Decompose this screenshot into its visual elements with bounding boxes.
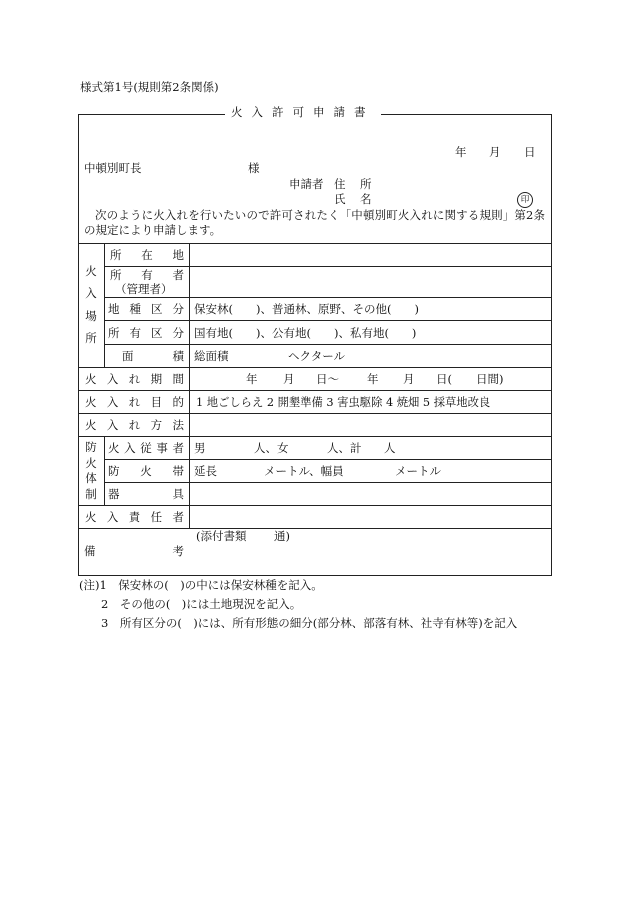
label-firebreak: 防 火 帯 bbox=[108, 464, 184, 478]
value-burning-purpose: 1 地ごしらえ 2 開墾準備 3 害虫駆除 4 焼畑 5 採草地改良 bbox=[196, 396, 491, 409]
value-land-type: 保安林( )、普通林、原野、その他( ) bbox=[194, 302, 419, 316]
value-total-area: 総面積 bbox=[194, 349, 229, 363]
applicant-label: 申請者 bbox=[289, 177, 324, 191]
workers-total: 人、計 bbox=[327, 441, 362, 455]
firebreak-end: メートル bbox=[395, 464, 441, 478]
label-workers: 火 入 従 事 者 bbox=[108, 441, 184, 455]
value-ownership-type: 国有地( )、公有地( )、私有地( ) bbox=[194, 325, 417, 340]
table-line bbox=[104, 436, 105, 505]
seal-mark: 印 bbox=[517, 192, 533, 208]
group-label-fire-site: 火 入 場 所 bbox=[85, 264, 97, 345]
note-1: (注)1 保安林の( )の中には保安林種を記入。 bbox=[79, 578, 323, 592]
period-start-month: 月 bbox=[283, 372, 295, 386]
workers-end: 人 bbox=[384, 441, 396, 455]
honorific: 様 bbox=[248, 161, 260, 175]
date-year: 年 bbox=[455, 145, 467, 159]
label-area: 面 積 bbox=[122, 349, 184, 363]
period-days: 日間) bbox=[476, 372, 504, 386]
request-text-line-2: の規定により申請します。 bbox=[84, 223, 222, 237]
label-location: 所 在 地 bbox=[110, 248, 184, 262]
workers-female: 人、女 bbox=[254, 441, 289, 455]
label-owner: 所 有 者 bbox=[110, 268, 184, 282]
value-hectare-unit: ヘクタール bbox=[288, 349, 346, 363]
applicant-name-label-2: 名 bbox=[360, 192, 372, 206]
date-day: 日 bbox=[524, 145, 536, 159]
value-attachments-end: 通) bbox=[274, 529, 290, 543]
label-ownership-type: 所 有 区 分 bbox=[108, 325, 184, 340]
period-end-year: 年 bbox=[367, 372, 379, 386]
label-remarks: 備 考 bbox=[84, 544, 184, 558]
label-land-type: 地 種 区 分 bbox=[108, 302, 184, 316]
period-end-month: 月 bbox=[403, 372, 415, 386]
value-attachments: (添付書類 bbox=[196, 529, 247, 543]
label-burning-method: 火 入 れ 方 法 bbox=[85, 418, 184, 432]
label-owner-manager: （管理者） bbox=[115, 282, 173, 296]
firebreak-width: メートル、幅員 bbox=[264, 464, 344, 478]
label-equipment: 器 具 bbox=[108, 487, 184, 501]
label-person-in-charge: 火 入 責 任 者 bbox=[85, 510, 184, 524]
applicant-address-label: 住 bbox=[334, 177, 346, 191]
period-start-year: 年 bbox=[246, 372, 258, 386]
form-identifier: 様式第1号(規則第2条関係) bbox=[80, 80, 219, 94]
firebreak-length: 延長 bbox=[194, 464, 217, 478]
note-3: 3 所有区分の( )には、所有形態の細分(部分林、部落有林、社寺有林等)を記入 bbox=[101, 616, 518, 630]
label-burning-purpose: 火 入 れ 目 的 bbox=[85, 395, 184, 409]
note-2: 2 その他の( )には土地現況を記入。 bbox=[101, 597, 302, 611]
label-burning-period: 火 入 れ 期 間 bbox=[85, 372, 184, 386]
form-title: 火入許可申請書 bbox=[225, 105, 381, 119]
group-label-fire-prevention: 防 火 体 制 bbox=[85, 440, 97, 501]
date-month: 月 bbox=[489, 145, 501, 159]
period-start-day: 日〜 bbox=[316, 372, 339, 386]
applicant-address-label-2: 所 bbox=[360, 177, 372, 191]
applicant-name-label: 氏 bbox=[334, 192, 346, 206]
table-line bbox=[189, 243, 190, 528]
workers-male: 男 bbox=[194, 441, 206, 455]
request-text-line-1: 次のように火入れを行いたいので許可されたく「中頓別町火入れに関する規則」第2条 bbox=[95, 208, 546, 222]
table-line bbox=[104, 243, 105, 367]
period-end-day: 日( bbox=[436, 372, 452, 386]
table-line bbox=[78, 528, 551, 529]
addressee: 中頓別町長 bbox=[84, 161, 142, 175]
